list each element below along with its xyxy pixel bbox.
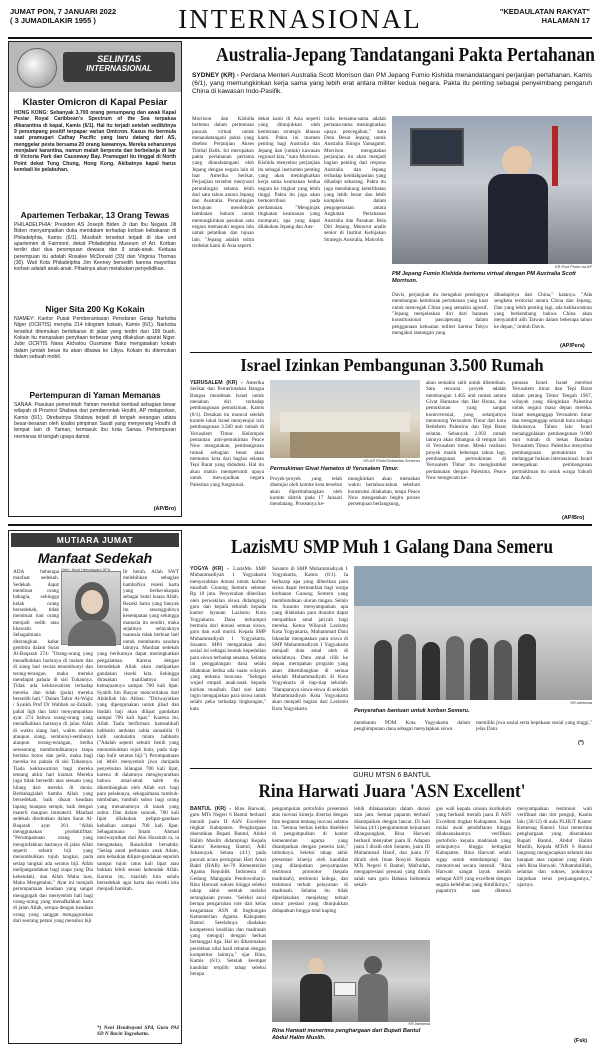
rule-a3 — [190, 768, 592, 769]
article-israel-col-1-text: Amerika Serikat dan Pemerintahan Bangsa Bangsa mendesak Israel untuk menahan diri terhadap pembangunan pemukiman, Kamis (6/1). Desakan itu muncul setelah komite lokal Israel menyetujui izin pembangunan 3.500 unit rumah di Yerusalem Timur. Kelompok pemantau anti-pemukiman Peace Now mengatakan, pembangunan rumah sebagian besar akan memutus kota dari bagian selatan Tepi Barat yang diduduki. Hal itu akan makin memperumit upaya untuk mewujudkan negara Palestina yang fungsional. — [190, 380, 264, 488]
selintas-sign: (AP/Bro) — [153, 506, 176, 512]
issue-date-gregorian: JUMAT PON, 7 JANUARI 2022 — [10, 7, 117, 16]
article-lazismu-dateline: YOGYA (KR) - — [190, 566, 230, 572]
float-spacer — [59, 569, 93, 649]
video-screen — [410, 128, 464, 166]
article-israel-col-3: mungkinkan akan memakan waktu bertahun-tahun sebelum konstruksi dilakukan, tetapi Peace Now mengatakan begitu proses persetujuan berlangsung, — [348, 476, 420, 508]
article-australia-caption: PM Jepang Fumio Kishida bertemu virtual dengan PM Australia Scott Morrison. — [392, 271, 576, 284]
article-australia-headline: Australia-Jepang Tandatangani Pakta Pertahanan — [216, 44, 595, 66]
section-title: INTERNASIONAL — [178, 4, 422, 34]
article-australia-col-3: tralia bersama-sama adalah pertama-tama meningkatkan upaya pencegahan," kata Duta Besar Jepang untuk Australia Shingo Yamagami. Morrison mengatakan perjanjian itu akan menjadi bagian penting dari respons Australia dan Jepang terhadap ketidakpastian yang dihadapi sekarang. Pakta itu juga mendukung keterlibatan yang lebih besar dan lebih kompleks dalam pengoperasian antara Angkatan Pertahanan Australia dan Pasukan Bela Diri Jepang. Menurut analis senior di Institut Kebijakan Strategis Australia, Malcolm — [324, 116, 386, 243]
article-rina-col-1 — [190, 806, 266, 1044]
page-number: HALAMAN 17 — [541, 16, 590, 25]
selintas-item-body: PHILADELPHIA: Presiden AS Joseph Biden Jr dan Ibu Negara Jill Biden menyampaikan duka mendalam terhadap korban kebakaran di Philadelphia, Kamis (6/1). Musibah tersebut terjadi di due unit apartemen di Fairmont, dekat Philadelphia Museum of Art. Korban terdiri dari dua perempuan dewasa dan 9 anak-anak. Keduaa perempuan itu adalah Rosalee McDonald (33) dan Virginia Thomas (30). Wali Kota Philadelphia Jim Kenney bersedih karena mayoritas korban adalah anak-anak. Pihaknya akan melakukan penyelidikan. — [14, 222, 176, 273]
selintas-item-body: HONG KONG: Sebanyak 3.700 orang penumpang dan awak Kapal Pesiar Royal Caribbean's Spectrum of the Sea terpaksa dikarantina di kapal, Kamis (6/1). Hal itu terjadi setelah sedikitnya 9 penumpang positif terpapar varian Omicron. Kasus itu bermula saat pramugari Cathay Pacific yang baru datang dari AS, menggelar pesta bersama 20 orang kawannya. Mereka seharusnya menjalani karantina, namun malah berpesta dan berbelanja di bar di Victoria Park dan Causeway Bay. Pramugari itu tinggal di North Point dekat Tung Chung, Hong Kong. Akibatnya kapal harus kembali ke pelabuhan. — [14, 110, 176, 174]
selintas-item-title: Pertempuran di Yaman Memanas — [29, 390, 161, 400]
article-australia-lead-text: Perdana Menteri Australia Scott Morrison dan PM Jepang Fumio Kishida menandatangani perjanjian pertahanan, Kamis (6/1), yang memungkinkan kerja sama yang lebih erat antara militer kedua negara. Pakta itu penting sebagai penyeimbang pengaruh China di kawasan Indo-Pasifik. — [192, 72, 593, 96]
article-rina-col-3: lebih dilaksanakan dalam durasi satu jam. Semua paparan berhasil disampaikan dengan lancar. Di hari Selasa (4/1) pengumuman kejuaraan dilangsungkan, Rina Harwati berhasil menyabet juara II. Adapun juara I diraih oleh Sutanto, juara III Muhammad Hanif, dan juara IV diraih oleh Iman Rosyid. Kepala MTs Negeri 6 Bantul, Mafrudah, mengapresiasi prestasi yang diraih salah satu guru Bahasa Indonesia sekali- — [354, 806, 430, 889]
article-israel-headline: Israel Izinkan Pembangunan 3.500 Rumah — [240, 355, 544, 375]
mutiara-col-1 — [13, 569, 93, 1037]
issue-date-javanese: ( 3 JUMADILAKIR 1955 ) — [10, 16, 96, 25]
issue-date — [10, 7, 116, 25]
author-caption: Oleh: Neni Hendrayani SPd — [61, 567, 111, 572]
article-australia-sign: (AP/Pera) — [560, 343, 585, 349]
article-rina-dateline: BANTUL (KR) - — [190, 806, 232, 812]
selintas-banner — [9, 42, 181, 92]
person-body — [300, 974, 332, 1022]
selintas-item-yaman — [14, 390, 176, 500]
mutiara-label-bar — [11, 533, 179, 547]
selintas-label — [63, 52, 175, 82]
article-australia-lead — [192, 72, 592, 97]
person-figure — [446, 636, 464, 700]
selintas-item-body: NIAMEY: Kantor Pusat Pemberantasan Peredaran Gelap Narkoba Niger (OCRTIS) menyita 214 kilogram kokain, Kamis (6/1). Narkoba tersebut ditemukan bertebaran di jalan yang terdiri dari 199 buah. Kokain itu merupakan penyitaan terbesar yang dilakukan aparat Niger. Jubir OCRTIS Nana Aichatou Ousmane Bako mengatakan kokain dalam jumlah besar itu akan dibawa ke Libya. Kokain itu ditemukan dalam sebuah mobil. — [14, 316, 176, 361]
article-lazismu-col-3: membantu PDM Kota Yogyakarta dalam penghimpunan dana sebagai menyiapkan siswa — [354, 720, 470, 733]
article-israel-col-1 — [190, 380, 264, 510]
article-australia-col-1: Morrison dan Kishida bertemu dalam pertemuan puncak virtual untuk menandatangani pakta yang disebut Perjanjian Akses Timbal Balik. Ini merupakan pakta pertahanan pertama yang ditandatangani oleh Jepang dengan negara lain di luar Amerika Serikat. Perjanjian tersebut menyusul perundingan selama lebih dari satu tahun antara Jepang dan Australia. Perundingan bertujuan mendobrak hambatan hukum untuk memungkinkan pasukan satu negara memasuki negara lain untuk pelatihan dan tujuan lain. "Jepang adalah mitra terdekat kami di Asia seperti — [192, 116, 254, 249]
person-head — [308, 958, 324, 974]
article-rina-credit: KR-Istimewa — [408, 1022, 430, 1026]
person-figure — [518, 634, 536, 700]
article-israel-col-5: putusan Israel. Israel merebut Yerusalem timur dan Tepi Barat dalam perang Timur Tengah 1967, wilayah yang diinginkan Palestina untuk negara masa depan mereka. Israel menganggap Yerusalem timur dan menganggap seluruh kota sebagai ibukotanya. Tahun lalu Israel menanggulakan pembangunan 9.000 unit rumah di bekas Bandara Yerusalem Timur. Palestina menyebut pembangunan pemukiman itu melanggar hukum internasional. Israel menegaskan pembangunan permukiman itu untuk warga Yahudi dan Arab. — [512, 380, 592, 482]
rule-a1 — [190, 352, 592, 353]
group-people — [374, 624, 574, 700]
article-lazismu-headline: LazisMU SMP Muh 1 Galang Dana Semeru — [230, 536, 554, 558]
paper-info — [500, 7, 590, 25]
selintas-item-title: Klaster Omicron di Kapal Pesiar — [22, 97, 168, 108]
buildings — [280, 412, 410, 432]
mutiara-signoff: *) Neni Hendrayani SPd, Guru PAI SD N Bacin Yogyakarta. — [97, 1025, 179, 1038]
person-head — [502, 146, 532, 176]
article-israel-sign: (AP/Bro) — [562, 515, 585, 521]
article-lazismu-col-1 — [190, 566, 266, 764]
article-rina-caption: Rina Harwati menerima penghargaan dari Bupati Bantul Abdul Halim Muslih. — [272, 1028, 421, 1041]
article-lazismu-col-2: Susanto di SMP Muhammadiyah 1 Yogyakarta, Kamis (6/1). Ia berharap apa yang diberikan para siswa dapat bermanfaat bagi warga korbanan Gunung Semeru yang membutuhkan uluran tangan. Selain itu Susanto menyampaikan apa yang dilakukan para donatur dapat menjadikan amal jariyah bagi mereka. Ketua Wilayah Lazismu Kota Yogyakarta, Muhammad Dani Iskandar mengatakan para siswa di SMP Muhammadiyah 1 Yogyakarta menjadi duta amal oleh di sekolahnya. Duta amal cilik ke depan merupakan program yang akan dikembangkan di semua sekolah Muhammadiyah di Kota Yogyakarta di tiap-tiap sekolah. "Harapannya siswa-siswa di sekolah Muhammadiyah Kota Yogyakarta akan menjadi bagian dari Lazismu Kota Yogyakarta — [272, 566, 348, 712]
article-israel-photo — [270, 380, 420, 458]
selintas-item-title: Apartemen Terbakar, 13 Orang Tewas — [20, 210, 170, 220]
rule-mid — [8, 524, 592, 526]
article-israel-col-2: Proyek-proyek yang telah disetujui oleh komite kota tersebut akan dipertimbangkan oleh komite distrik pada 17 Januari mendatang. Proseanya ke- — [270, 476, 342, 508]
mutiara-label: MUTIARA JUMAT — [56, 535, 134, 545]
header-rule — [8, 37, 592, 39]
article-lazismu-col-1-text: LazisMu SMP Muhammadiyah 1 Yogyakarta menyerahkan donasi untuk korban musibah Gunung Semeru sebesar Rp 10 juta. Penyerahan diberikan oleh perwakilan siswa didampingi guru dan kepala sekolah kepada kantor layanan Lazismu Kota Yogyakarta. Dana terkumpul bermula dari donasi semua siswa, guru dan wali murid. Kepala SMP Muhammadiyah 1 Yogyakarta, Susanto MPd mengatakan aksi sosial ini sebagai bentuk kepedulian para siswa terhadap sesama. Selama ini penggalangan dana selalu dilakukan ketika ada suatu wilayah yang terkena bencana. "Sebagai wujud empati anak-anak kepada korban musibah. Dari sini kami ingin mengajarkan para siswa untuk selalu peka terhadap lingkungan," kata — [190, 566, 266, 712]
article-rina-sign: (Fsk) — [574, 1038, 588, 1044]
article-rina-kicker: GURU MTSN 6 BANTUL — [353, 772, 431, 779]
article-australia-photo — [392, 116, 592, 264]
selintas-label-bottom: INTERNASIONAL — [86, 64, 152, 73]
article-israel-credit: KR-AP Photo/Sebastian Scheiner — [363, 459, 420, 463]
article-israel-dateline: YERUSALEM (KR) - — [190, 380, 243, 386]
person-figure — [374, 640, 392, 700]
selintas-item-apartemen — [14, 210, 176, 304]
mutiara-box — [8, 530, 182, 1044]
article-rina-photo — [272, 940, 430, 1022]
article-lazismu-credit: KR-Istimewa — [570, 701, 592, 705]
selintas-item-title: Niger Sita 200 Kg Kokain — [45, 304, 145, 314]
article-rina-col-4: gus wali kepala urusan kurikulum yang berhasil meraih juara II ASN Excellent tingkat Kabupaten. Sejak mulai awal pendaftaran hingga dilaksanakannya verifikasi portofolio kepala madrasah yang selanjutnya hingga ketingkat Kabupaten. Rina Harwati selalu sigap untuk mendampingi dan memotivasi secara intensif. "Rina Harwati sangat layak meraih sebagai ASN yang excellent dengan segala kelebihan yang dimilikinya," papamrya saat ditemui menyampaikan testimoni wali verifikasi dan tim penguji, Kamis lalu (30/12) di aula PLHUT Kantor Kemenag Bantul. Usai menerima penghargaan yang diserahkan Bupati Bantul, Abdul Halim Muslih, Kepala MTsN 6 Bantul langsung mengucapkan selamat dan harapan atas capaian yang diraih oleh Rina Harwati. "Alhamdulillah, selamat dan sukses, pokoknya lanjutkan terus perjuangannya," ujarnya. — [436, 806, 592, 895]
article-lazismu-col-4: memiliki jiwa sosial serta kepekaan sosial yang tinggi," jelas Dani. — [476, 720, 592, 733]
selintas-item-omicron — [14, 98, 176, 206]
person-body — [358, 974, 388, 1022]
article-lazismu-caption: Penyerahan bantuan untuk korban Semeru. — [354, 708, 470, 714]
flag-pole — [552, 126, 558, 186]
article-rina-col-1-text: Rina Harwati, guru MTs Negeri 6 Bantul berhasil meraih juara II ASN Excellent tingkat Kabupaten. Penghargaan diserahkan Bupati Bantul, Abdul Halim Muslih didampingi Kepala Kantor Kemenag Bantul, Adil Juhanuyah, Selasa (4/1) pada puncak acara peringatan Hari Amal Bakti (HAB) ke-76 Kementerian Agama Republik Indonesia di Gedung Manggala Pendowoharjo. Rina Harwati sukses hingga seleksi tahap akhir setelah melalui serangkaian proses. "Seleksi awal berupa pengaruhan rote dari kelas keagamaan ASN di lingkungan Kementerian Agama Kabupaten Bantul. Setelahnya diadakan kompetensi keahlian dan madrasah yang menguji dengan berkas bertanggal tiga. Hal ini dikarenakan perolehan nilai hasil rebutan dengan kompetitor lainnya," ujar Rina, Kamis (6/1). Setelah keempat kandidat terpilih tahap seleksi berupa — [190, 806, 266, 977]
selintas-item-body: SANAA: Pasukan pemerintah Yaman merebut kembali sebagian besar wilayah di Provinsi Shabwa dari pemberontak Houthi, AP melaporkan, Kamis (6/1). Direbutnya Shabwa terjadi di tengah serangan udara besar-besaran oleh koalisi pimpinan Saudi yang menyerang Houthi di tempat lain di Yaman, termasuk ibu kota Sanaa. Pertempuran memanas di tengah upaya damai. — [14, 402, 176, 440]
article-lazismu-photo — [354, 566, 592, 700]
selintas-label-top: SELINTAS — [97, 54, 141, 64]
article-australia-col-4: Davis, perjanjian itu mengakui pentingnya membangun kemitraan pertahanan yang kuat untuk mencegah China yang semakin agresif. "Jepang menjelaskan diri dari batasan konstitusional pascaperang dalam penggunaan kekuatan militer karena Tokyo mengakui tantangan yang — [392, 292, 488, 337]
article-australia-dateline: SYDNEY (KR) - — [192, 72, 239, 79]
article-israel-col-4: akan semakin sulit untuk dihentikan. Satu rencana proyek adalah membangun 1.465 unit rumah antara Givat Hamatos dan Har Homa, dua pemukiman yang sangat kontroversial, yang selanjutnya memotong Yerusalem Timur dari kota Betlehem Palestina dan Tepi Barat selatan. Sebanyak 2.092 rumah lainnya akan dibangun di tempat lain di Yerusalem timur. Meski realisasi proyek masih beberapa tahun lagi, pembangunan permukiman di Yerusalem Timur itu menghambat perdamaian dengan Palestina. Peace Now mengecam ke- — [426, 380, 506, 482]
person-figure — [470, 638, 488, 700]
mutiara-col-2 — [97, 569, 179, 1023]
selintas-item-niger — [14, 304, 176, 388]
article-israel-caption: Permukiman Givat Hamatos di Yerusalem Timur. — [270, 466, 399, 472]
building-roof — [354, 566, 592, 606]
article-australia-credit: KR-Pool Photo via AP — [555, 265, 592, 269]
float-spacer — [97, 569, 123, 649]
person-figure — [398, 634, 416, 700]
article-rina-headline: Rina Harwati Juara 'ASN Excellent' — [258, 781, 526, 802]
mutiara-col-2-text: fir benih. Allah SWT melebihkan sebagian hambaNya rezeki harta yang berkecukupan sebagai bukti kuasa Allah. Rezeki harta yang banyak itu sesungguhnya kesempatan yang sehingga manusia itu sendiri, maka sejatinya selayaknya manusia tidak berbuat hati untuk membantu saudara lainnya. Manfaat sedekah yang berikutnya dapat meningkatkan pengalaman. Karena dengan bersedekah Allah akan melipatkan gandakan rezeki kita. Sehingga dirasakan manfaatnya dari kemajuannya sampai 700 kali lipat. Syabih bin Basyar menceritakan dari Abdullah bin Abbas: "Diriwayatkan yang dipergunakan untuk jihad dan ibadah haji akan dilipat gandakan sampai 700 kali lipat." Karena itu, Allah Taala berfirman: kamsalihafi habbatin ambatat sabla sanaabila fi kulli sunbulatin miatu habbatin ("Adalah seperti sebutir benih yang menumbuhkan tujuh butir, pada tiap-tiap bulir seratus biji.") Perumpamaan ini lebih menyentuh jiwa daripada penyebutan bilangan 700 kali lipat, karena di dalamnya mengisyaratkan bahwa amal-amal saleh itu dikembangkan oleh Allah swt. bagi para pelakunya, sebagaimana tumbuh-tumbuhan, tumbuh subur bagi orang yang menanamnya di tanah yang subur. Dan dalam sunnah, 700 kali lipat dilakukan pelipat-gandaan kebaikan sampai 700 kali lipat. Sebagaimana Imam Ahmad meriwayatkan dari Abu Hurairah ra, ia mengatakan, Rasulullah bersabda: "Setiap amal perbuatan anak Adam, satu kebaikan dilipat-gandakan sepuluh sampai tujuh ratus kali lipat atau bahkan lebih sesuai kehendak Allah. Karena itu, marilah kita selalu bersedekah agar harta dan rezeki kita menjadi barokah. — [97, 569, 179, 893]
article-rina-col-2: pengumpulan portofolio presentasi atas inovasi kinerja disertai dengan foto kegiatan tentang inovasi selama ini. "Semua berkas ketika diseleksi di pengumpulkan di kantor kementerian agama yang disampaikan dengan peserta lain," imbuhnya. Seleksi tahap akhir presentasi kinerja oleh kandidat yang dilanjutkan penyampaian testimoni promotor (kepala madrasah), testimoni kolega, dan testimoni terkait pelayanan di madrasah. Selama itu tidak diperlakukan menjelang terkait unsur prestasi yang ditunjukkan didapatkan hingga total kaping — [272, 806, 348, 914]
person-figure — [422, 642, 440, 700]
person-hijab — [364, 956, 382, 974]
mutiara-col-1-text: ADA beberapa manfaat sedekah. Sedekah dapat membuat orang bahagia, sehingga kelak orang bersedekah, tidak membuat hati orang menjadi sedih atau khawatir. Sebagaimana diterangkan kabar gembira dalam Surat Al-Baqarah 274: "Orang-orang yang menafkahkan hartanya di malam dan di siang hari secara tersembunyi dan terang-terangan, maka mereka mendapat pahala di sisi Tuhannya. Tidak ada kekhawatiran terhadap mereka dan tidak (pula) mereka bersedih hati." Dalam Tafsir Al-Wajiz / Syaikh Prof Dr Wahbah az-Zuhaili, pahal ilgh dan lahir menyampaikan ayat 274 bahwa orang-orang yang menafkahkan hartanya di jalan Allah di waktu siang hari, waktu malam ataupun siang, sembunyi-sembunyi ataupun terang-terangan, ketika sesesorang membutuhkannya tanpa berlaku boros dan pelit, maka bagi mereka itu pahala di sisi Tuhannya. Tiada kekhawatiran bagi mereka tentang akhir hari kiamat. Mereka juga tidak bersedih atas sesuatu yang hilang dari mereka di dunia. Berbahagialah hamba Allah yang bersedekah, baik disaat keadaan lapang maupun sempit, baik dengan materil maupun immateril. Manfaat sedekah disebutkan dalam Surat Al-Baqarah ayat 261 "Allah menggunakan produktifitas: "Perumpamaan orang yang menginfakkan hartanya di jalan Allah seperti sebutir biji yang menumbuhkan tujuh tangkai, pada setiap tangkai ada seratus biji. Allah melipatgandakan bagi siapa yang Dia kehendaki, dan Allah Maha luas, Maha Mengetahui." Ayat ini menjadi perumpamaan keadaan yang sangat menggugah dan menyentuh hati bagi orang-orang yang menafkahkan harta di jalan Allah, serupa dengan keadaan orang yang sanggat mengagumkan dari seorang petani yang menabur biji — [13, 569, 93, 924]
person-figure — [494, 640, 512, 700]
article-lazismu-sign: (*) — [578, 740, 584, 746]
hillside — [290, 432, 400, 458]
paper-name: "KEDAULATAN RAKYAT" — [499, 7, 590, 16]
person-body — [488, 174, 548, 264]
article-australia-col-2: dekat kami di Asia seperti yang ditunjukkan oleh kemitraan strategis khusus kami. Pakta ini momen penting bagi Australia dan Jepang dan (untuk) kawasan regional kita," kata Morrison. Kishida menyebut perjanjian itu sebagai instrumen penting yang akan meningkatkan kerja sama keamanan kedua negara ke tingkat yang lebih tinggi. Pakta itu juga akan berkontribusi pada perdamaian. "Menginjak tingkatan keamanan yang mumpuni, apa yang dapat dilakukan Jepang dan Aus- — [258, 116, 320, 230]
globe-icon — [17, 48, 57, 88]
selintas-box — [8, 41, 182, 517]
article-australia-col-5: dihadapinya dari China," katanya. "Ada sengketa teritorial antara China dan Jepang. Dan yang lebih penting lagi, ada kekhawatiran yang berkembang bahwa China akan menyambil alih Taiwan dalam beberapa tahun ke depan," imbuh Davis. — [494, 292, 592, 330]
certificate — [334, 982, 356, 996]
mutiara-title: Manfaat Sedekah — [37, 550, 153, 566]
